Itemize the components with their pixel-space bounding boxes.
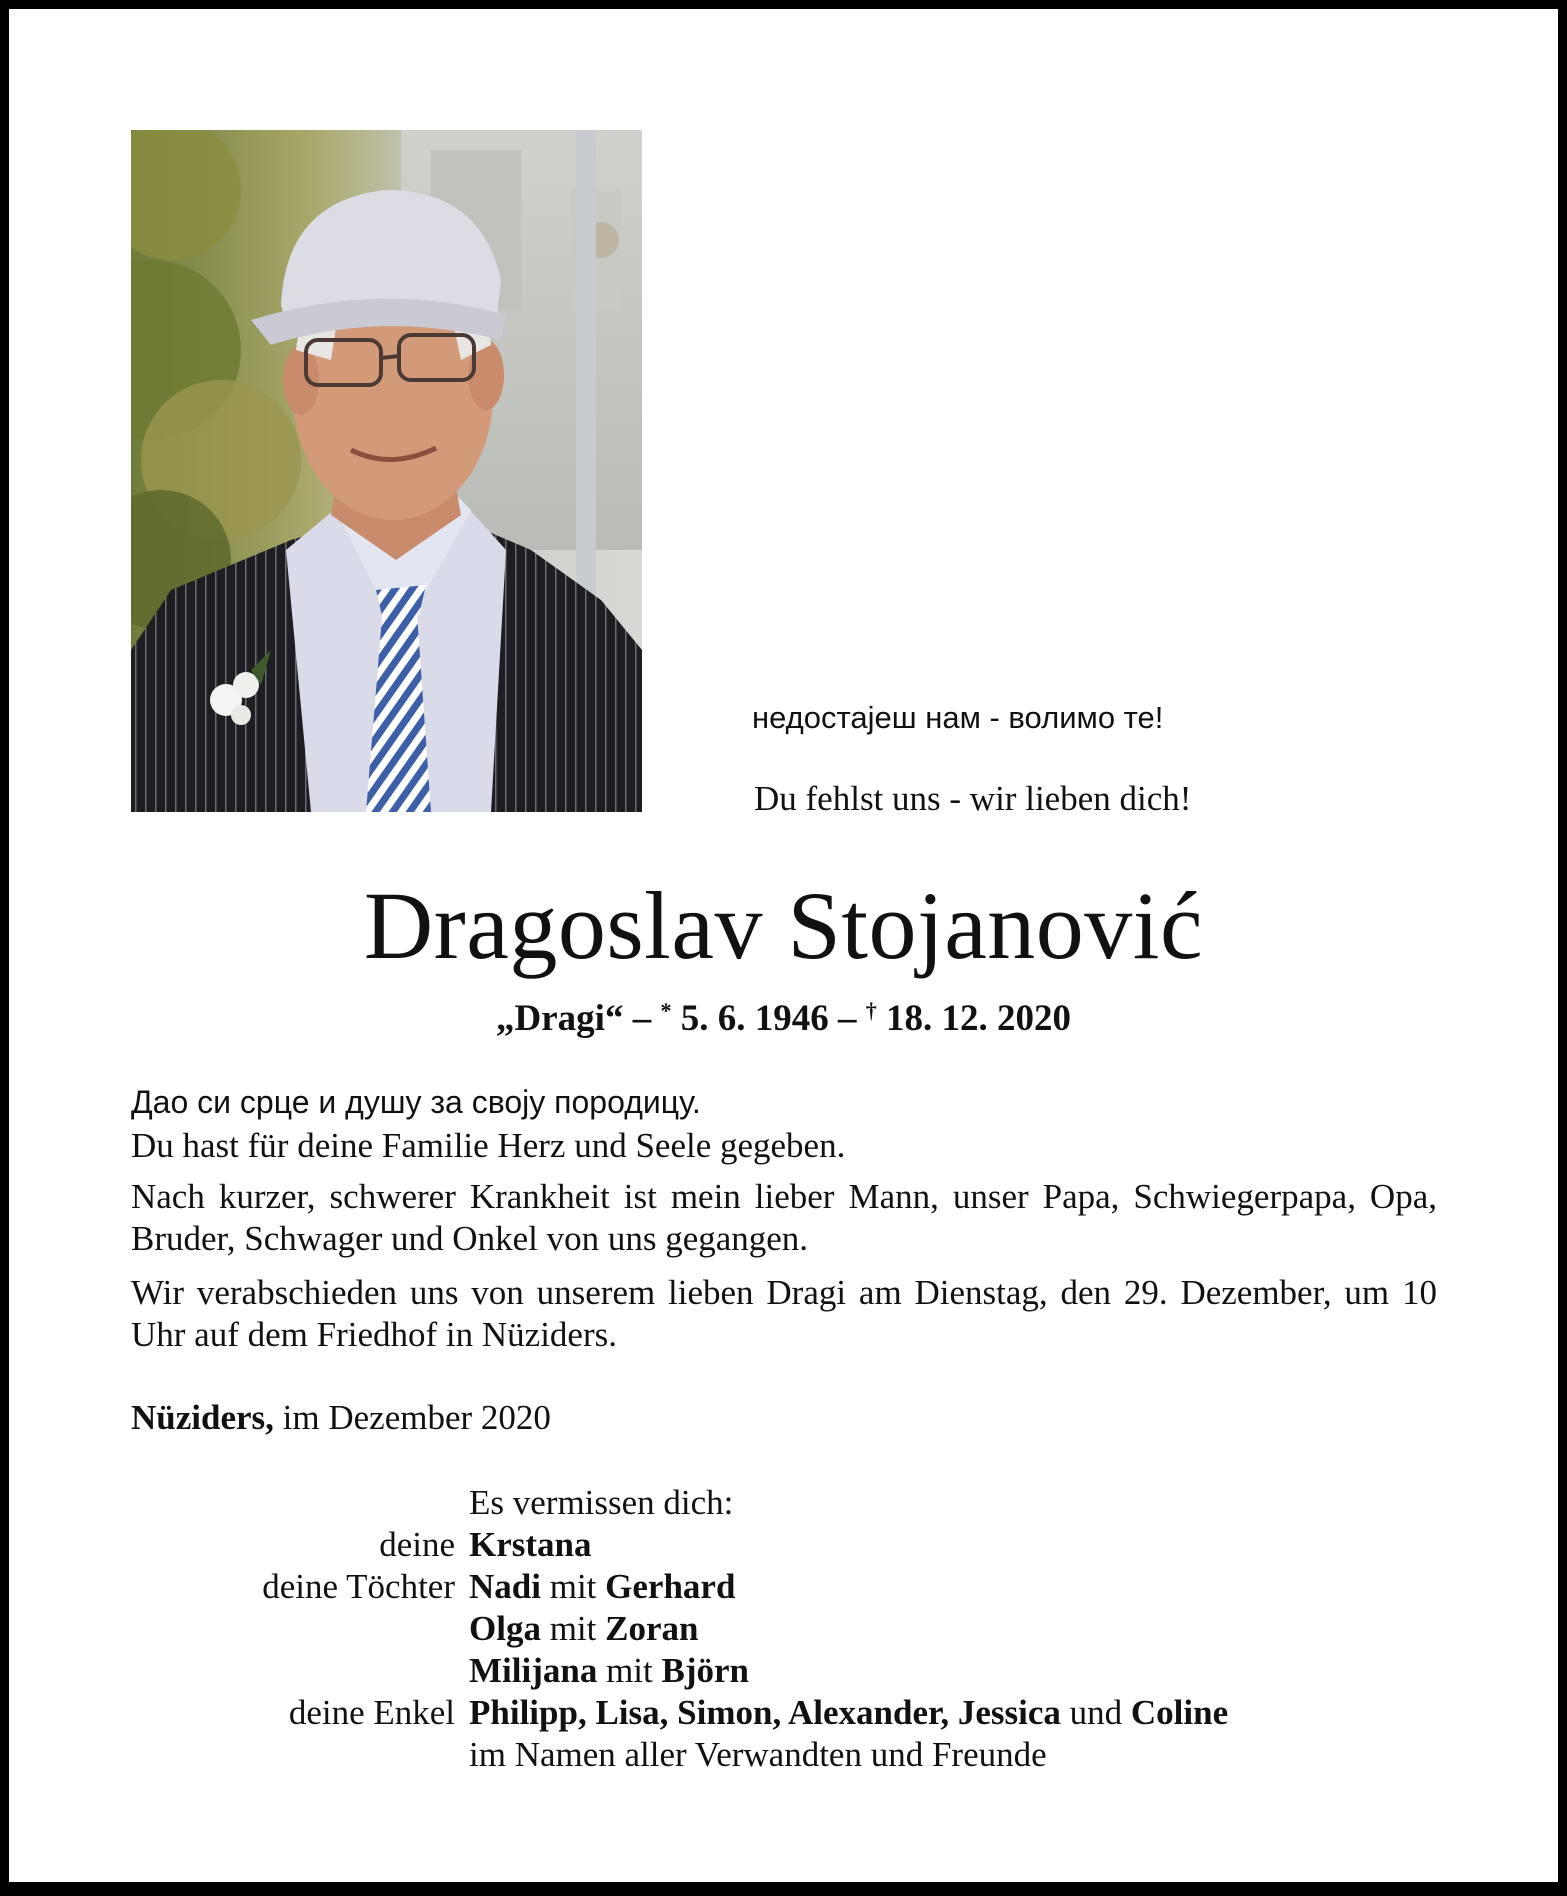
mourner-name: Gerhard — [605, 1567, 736, 1606]
mourners-intro-row — [131, 1482, 1228, 1524]
mourner-name: Coline — [1130, 1693, 1229, 1732]
mourner-connector: mit — [540, 1609, 606, 1648]
mourner-connector: im Namen aller Verwandten und Freunde — [469, 1735, 1047, 1774]
mourner-row — [131, 1692, 1228, 1734]
quote-serbian: недостајеш нам - волимо те! — [752, 700, 1164, 735]
mourner-row — [131, 1566, 1228, 1608]
dash: – — [623, 998, 661, 1039]
mourners-intro: Es vermissen dich: — [469, 1483, 734, 1522]
mourner-connector: und — [1060, 1693, 1131, 1732]
dedication-german: Du hast für deine Familie Herz und Seele gegeben. — [131, 1126, 846, 1165]
mourner-names — [469, 1734, 1047, 1776]
mourner-name: Milijana — [469, 1651, 598, 1690]
place-date — [131, 1398, 551, 1438]
mourner-name: Björn — [661, 1651, 750, 1690]
death-date: 18. 12. 2020 — [876, 998, 1071, 1039]
mourner-role: deine — [379, 1525, 455, 1564]
dedication-serbian: Дао си срце и душу за своју породицу. — [131, 1084, 701, 1120]
mourner-role — [131, 1734, 469, 1776]
death-symbol: † — [865, 998, 877, 1023]
place-town: Nüziders, — [131, 1398, 274, 1437]
mourner-row — [131, 1608, 1228, 1650]
life-dates — [0, 997, 1567, 1040]
mourner-name: Olga — [469, 1609, 541, 1648]
mourner-row — [131, 1650, 1228, 1692]
mourner-connector: mit — [540, 1567, 606, 1606]
mourner-name: Nadi — [469, 1567, 541, 1606]
place-month: im Dezember 2020 — [273, 1398, 551, 1437]
mourner-names — [469, 1692, 1228, 1734]
mourner-row — [131, 1734, 1228, 1776]
dash: – — [828, 998, 866, 1039]
mourner-role — [131, 1650, 469, 1692]
deceased-name: Dragoslav Stojanović — [363, 872, 1204, 979]
mourner-name: Krstana — [469, 1525, 592, 1564]
mourner-connector: mit — [597, 1651, 662, 1690]
announcement-paragraph: Nach kurzer, schwerer Krankheit ist mein lieber Mann, unser Papa, Schwiegerpapa, Opa, Bruder, Schwager und Onkel von uns gegangen. — [131, 1177, 1437, 1258]
birth-symbol: * — [660, 998, 672, 1023]
mourner-role: deine Töchter — [262, 1567, 455, 1606]
quote-german: Du fehlst uns - wir lieben dich! — [754, 779, 1192, 818]
birth-date: 5. 6. 1946 — [671, 998, 829, 1039]
mourners-list — [131, 1482, 1228, 1776]
mourner-row — [131, 1524, 1228, 1566]
mourner-role — [131, 1608, 469, 1650]
mourner-names — [469, 1524, 592, 1566]
funeral-paragraph: Wir verabschieden uns von unserem lieben Dragi am Dienstag, den 29. Dezember, um 10 Uhr auf dem Friedhof in Nüziders. — [131, 1273, 1437, 1354]
mourner-names — [469, 1566, 735, 1608]
mourner-name: Philipp, Lisa, Simon, Alexander, Jessica — [469, 1693, 1061, 1732]
nickname: „Dragi“ — [496, 998, 624, 1039]
portrait-photo — [131, 130, 642, 812]
mourner-name: Zoran — [605, 1609, 699, 1648]
mourner-role: deine Enkel — [288, 1693, 455, 1732]
mourner-names — [469, 1608, 699, 1650]
mourner-names — [469, 1650, 749, 1692]
